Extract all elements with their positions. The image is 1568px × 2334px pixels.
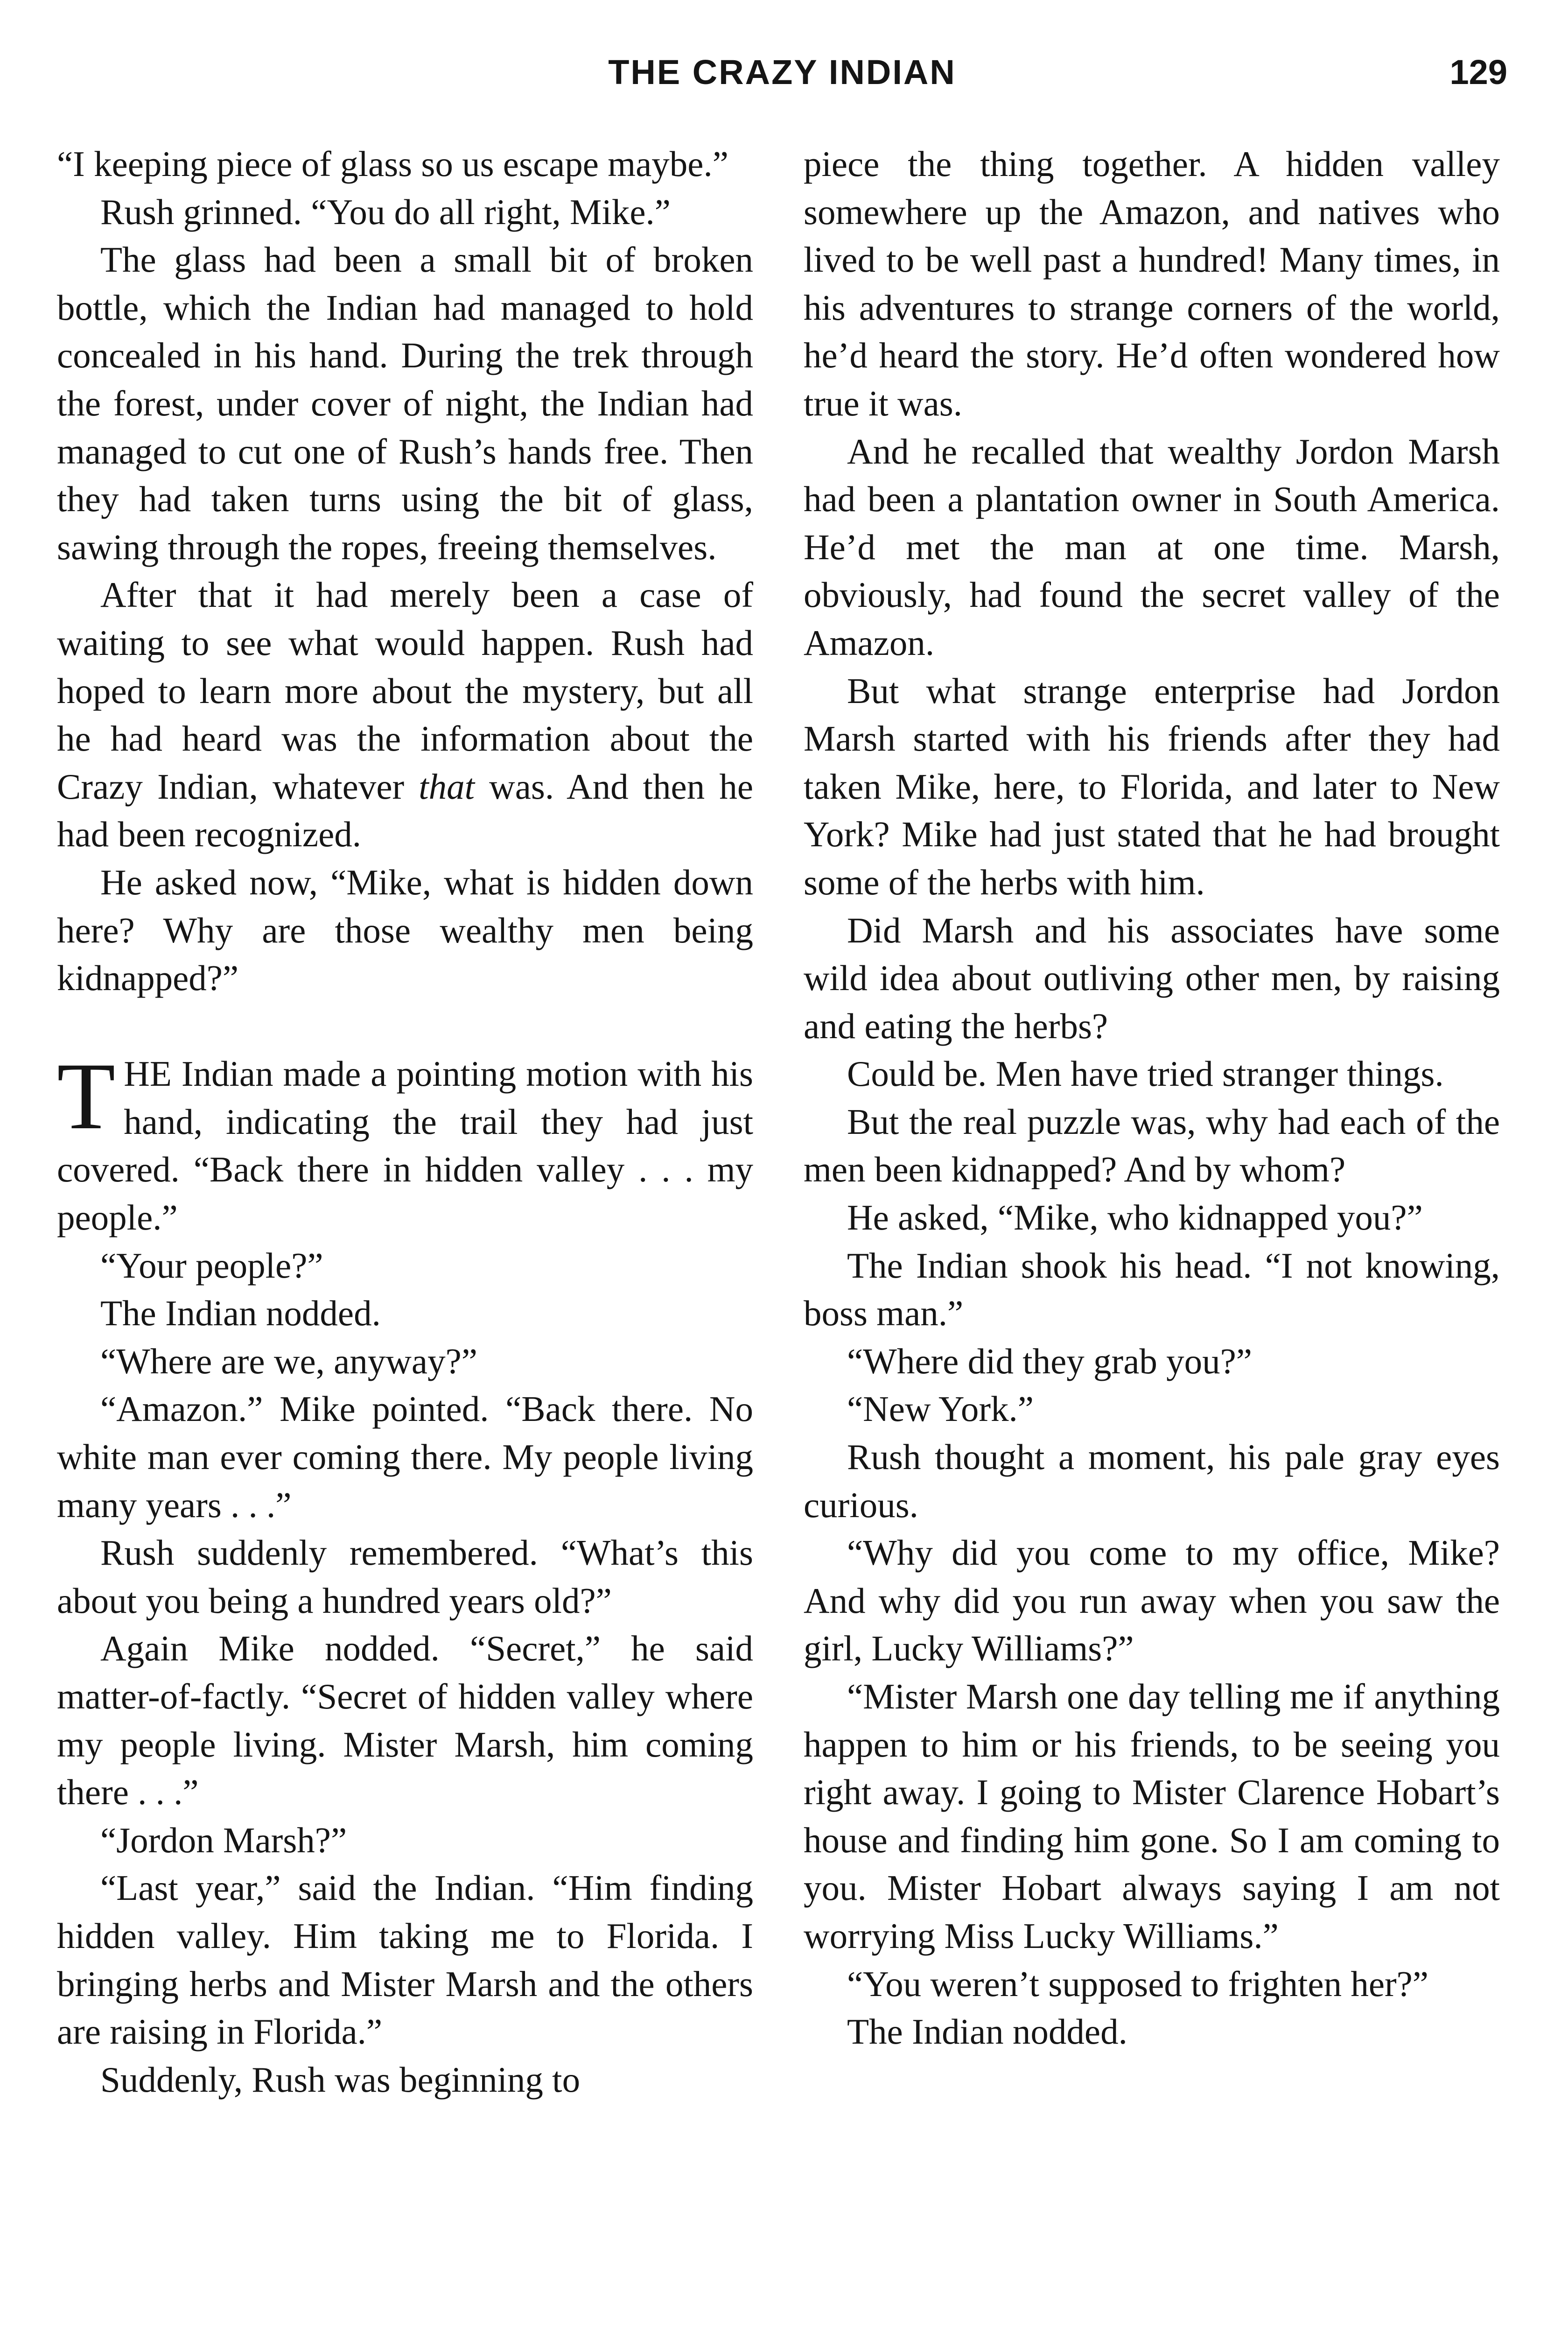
- page-number: 129: [1449, 53, 1507, 91]
- paragraph: Rush grinned. “You do all right, Mike.”: [100, 191, 671, 232]
- paragraph: Again Mike nodded. “Secret,” he said matter-of-factly. “Secret of hidden valley where my people living. Mister Marsh, him coming there . . .”: [57, 1628, 753, 1813]
- paragraph: The glass had been a small bit of broken bottle, which the Indian had managed to hold concealed in his hand. During the trek through the forest, under cover of night, the Indian had managed to cut one of Rush’s hands free. Then they had taken turns using the bit of glass, sawing through the ropes, freeing themselves.: [57, 239, 753, 567]
- paragraph-text: After that it had merely been a case of waiting to see what would happen. Rush had hoped to learn more about the mystery, but all he had heard was the information about the Crazy Indian, whatever: [57, 575, 753, 807]
- paragraph: Suddenly, Rush was beginning to: [100, 2059, 581, 2100]
- drop-cap: T: [57, 1043, 116, 1150]
- paragraph: “Where are we, anyway?”: [100, 1341, 477, 1381]
- paragraph: “Jordon Marsh?”: [100, 1820, 347, 1860]
- paragraph: “Last year,” said the Indian. “Him finding hidden valley. Him taking me to Florida. I bringing herbs and Mister Marsh and the others are raising in Florida.”: [57, 1868, 753, 2052]
- paragraph: And he recalled that wealthy Jordon Marsh had been a plantation owner in South America. He’d met the man at one time. Marsh, obviously, had found the secret valley of the Amazon.: [804, 431, 1500, 663]
- paragraph: Rush suddenly remembered. “What’s this about you being a hundred years old?”: [57, 1533, 753, 1621]
- paragraph: The Indian nodded.: [100, 1293, 381, 1334]
- paragraph: piece the thing together. A hidden valley somewhere up the Amazon, and natives who lived to be well past a hundred! Many times, in his adventures to strange corners of the world, he’d heard the story. He’d often wondered how true it was.: [804, 144, 1500, 423]
- paragraph: [57, 571, 753, 858]
- paragraph: “You weren’t supposed to frighten her?”: [847, 1963, 1428, 2004]
- left-column: [57, 140, 753, 2334]
- paragraph: He asked now, “Mike, what is hidden down here? Why are those wealthy men being kidnapped?”: [57, 862, 753, 998]
- page-header: [57, 47, 1507, 98]
- running-head: THE CRAZY INDIAN: [608, 53, 956, 91]
- paragraph: “Your people?”: [100, 1245, 323, 1286]
- paragraph: The Indian shook his head. “I not knowing, boss man.”: [804, 1245, 1500, 1334]
- paragraph-text: HE Indian made a pointing motion with his hand, indicating the trail they had just covered. “Back there in hidden valley . . . my people.”: [57, 1054, 753, 1238]
- paragraph-text: was. And then he had been recognized.: [57, 766, 753, 855]
- section-start-paragraph: [57, 1043, 753, 1241]
- paragraph: “New York.”: [847, 1389, 1034, 1429]
- paragraph: The Indian nodded.: [847, 2011, 1127, 2052]
- paragraph: He asked, “Mike, who kidnapped you?”: [847, 1197, 1423, 1238]
- paragraph: Did Marsh and his associates have some wild idea about outliving other men, by raising and eating the herbs?: [804, 910, 1500, 1046]
- paragraph: Could be. Men have tried stranger things.: [847, 1054, 1444, 1094]
- paragraph: “Where did they grab you?”: [847, 1341, 1252, 1381]
- paragraph: Rush thought a moment, his pale gray eyes curious.: [804, 1437, 1500, 1525]
- paragraph: “Why did you come to my office, Mike? And why did you run away when you saw the girl, Lucky Williams?”: [804, 1533, 1500, 1669]
- right-column: [804, 140, 1500, 2334]
- italic-word: that: [419, 766, 475, 807]
- paragraph: “Mister Marsh one day telling me if anything happen to him or his friends, to be seeing you right away. I going to Mister Clarence Hobart’s house and finding him gone. So I am coming to you. Mister Hobart always saying I am not worrying Miss Lucky Williams.”: [804, 1676, 1500, 1956]
- paragraph: “I keeping piece of glass so us escape maybe.”: [57, 144, 728, 184]
- paragraph: But the real puzzle was, why had each of the men been kidnapped? And by whom?: [804, 1101, 1500, 1190]
- paragraph: “Amazon.” Mike pointed. “Back there. No white man ever coming there. My people living many years . . .”: [57, 1389, 753, 1525]
- paragraph: But what strange enterprise had Jordon Marsh started with his friends after they had taken Mike, here, to Florida, and later to New York? Mike had just stated that he had brought some of the herbs with him.: [804, 670, 1500, 902]
